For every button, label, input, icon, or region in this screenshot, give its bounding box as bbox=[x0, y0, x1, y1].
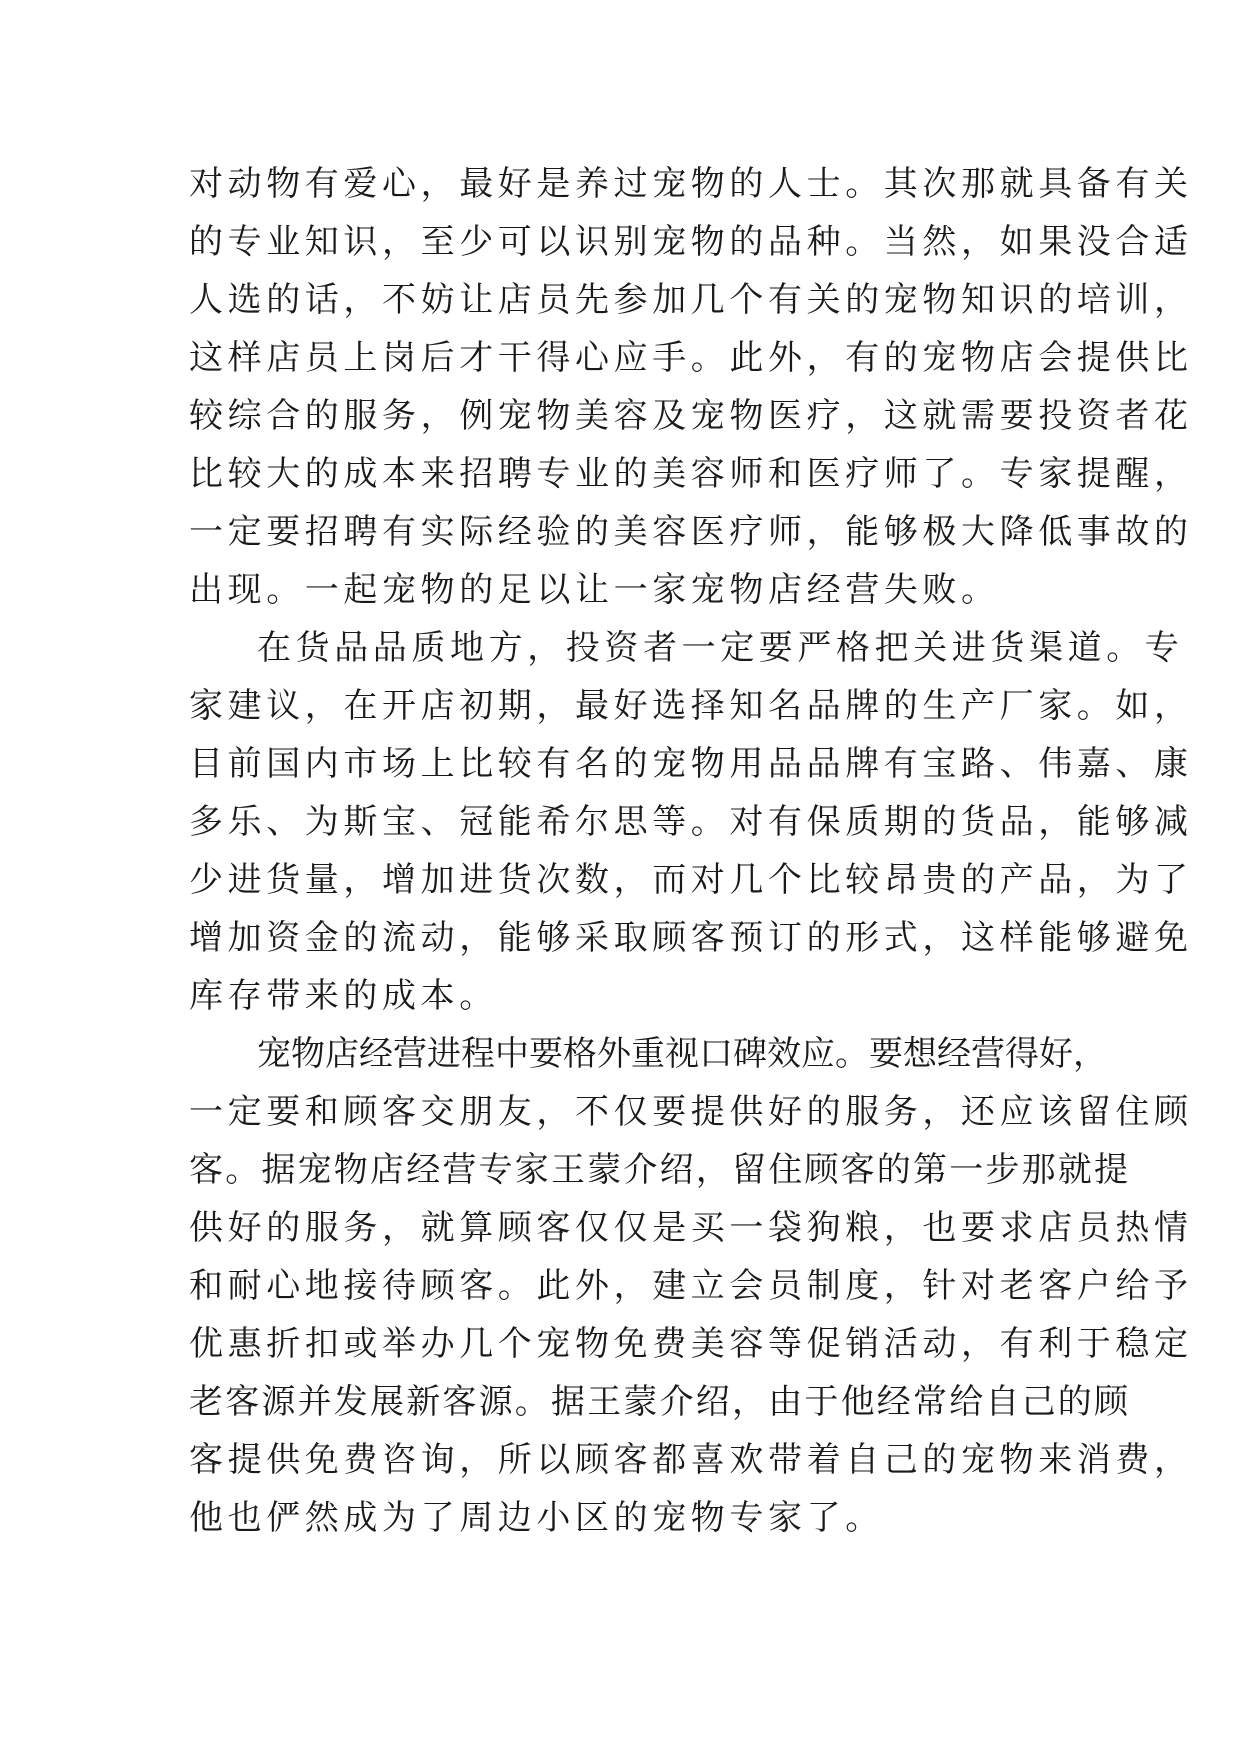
text-line: 宠物店经营进程中要格外重视口碑效应。要想经营得好， bbox=[257, 1034, 1107, 1074]
document-body bbox=[189, 155, 1193, 1547]
text-line: 少进货量，增加进货次数，而对几个比较昂贵的产品，为了 bbox=[189, 860, 1193, 900]
text-line: 对动物有爱心，最好是养过宠物的人士。其次那就具备有关 bbox=[189, 164, 1193, 204]
text-line: 家建议，在开店初期，最好选择知名品牌的生产厂家。如， bbox=[189, 686, 1193, 726]
text-line: 这样店员上岗后才干得心应手。此外，有的宠物店会提供比 bbox=[189, 338, 1193, 378]
text-line: 和耐心地接待顾客。此外，建立会员制度，针对老客户给予 bbox=[189, 1266, 1193, 1306]
text-line: 客。据宠物店经营专家王蒙介绍，留住顾客的第一步那就提 bbox=[189, 1150, 1131, 1190]
text-line: 客提供免费咨询，所以顾客都喜欢带着自己的宠物来消费， bbox=[189, 1440, 1193, 1480]
text-line: 人选的话，不妨让店员先参加几个有关的宠物知识的培训， bbox=[189, 280, 1193, 320]
text-line: 目前国内市场上比较有名的宠物用品品牌有宝路、伟嘉、康 bbox=[189, 744, 1193, 784]
text-line: 库存带来的成本。 bbox=[189, 976, 498, 1016]
text-line: 比较大的成本来招聘专业的美容师和医疗师了。专家提醒， bbox=[189, 454, 1193, 494]
text-line: 供好的服务，就算顾客仅仅是买一袋狗粮，也要求店员热情 bbox=[189, 1208, 1193, 1248]
paragraph-word-of-mouth bbox=[189, 1025, 1193, 1547]
text-line: 增加资金的流动，能够采取顾客预订的形式，这样能够避免 bbox=[189, 918, 1193, 958]
text-line: 的专业知识，至少可以识别宠物的品种。当然，如果没合适 bbox=[189, 222, 1193, 262]
text-line: 较综合的服务，例宠物美容及宠物医疗，这就需要投资者花 bbox=[189, 396, 1193, 436]
paragraph-staffing bbox=[189, 155, 1193, 619]
text-line: 一定要招聘有实际经验的美容医疗师，能够极大降低事故的 bbox=[189, 512, 1193, 552]
text-line: 优惠折扣或举办几个宠物免费美容等促销活动，有利于稳定 bbox=[189, 1324, 1193, 1364]
paragraph-goods-quality bbox=[189, 619, 1193, 1025]
text-line: 在货品品质地方，投资者一定要严格把关进货渠道。专 bbox=[257, 628, 1184, 668]
text-line: 他也俨然成为了周边小区的宠物专家了。 bbox=[189, 1498, 884, 1538]
text-line: 出现。一起宠物的足以让一家宠物店经营失败。 bbox=[189, 570, 1000, 610]
text-line: 多乐、为斯宝、冠能希尔思等。对有保质期的货品，能够减 bbox=[189, 802, 1193, 842]
text-line: 老客源并发展新客源。据王蒙介绍，由于他经常给自己的顾 bbox=[189, 1382, 1131, 1422]
text-line: 一定要和顾客交朋友，不仅要提供好的服务，还应该留住顾 bbox=[189, 1092, 1193, 1132]
